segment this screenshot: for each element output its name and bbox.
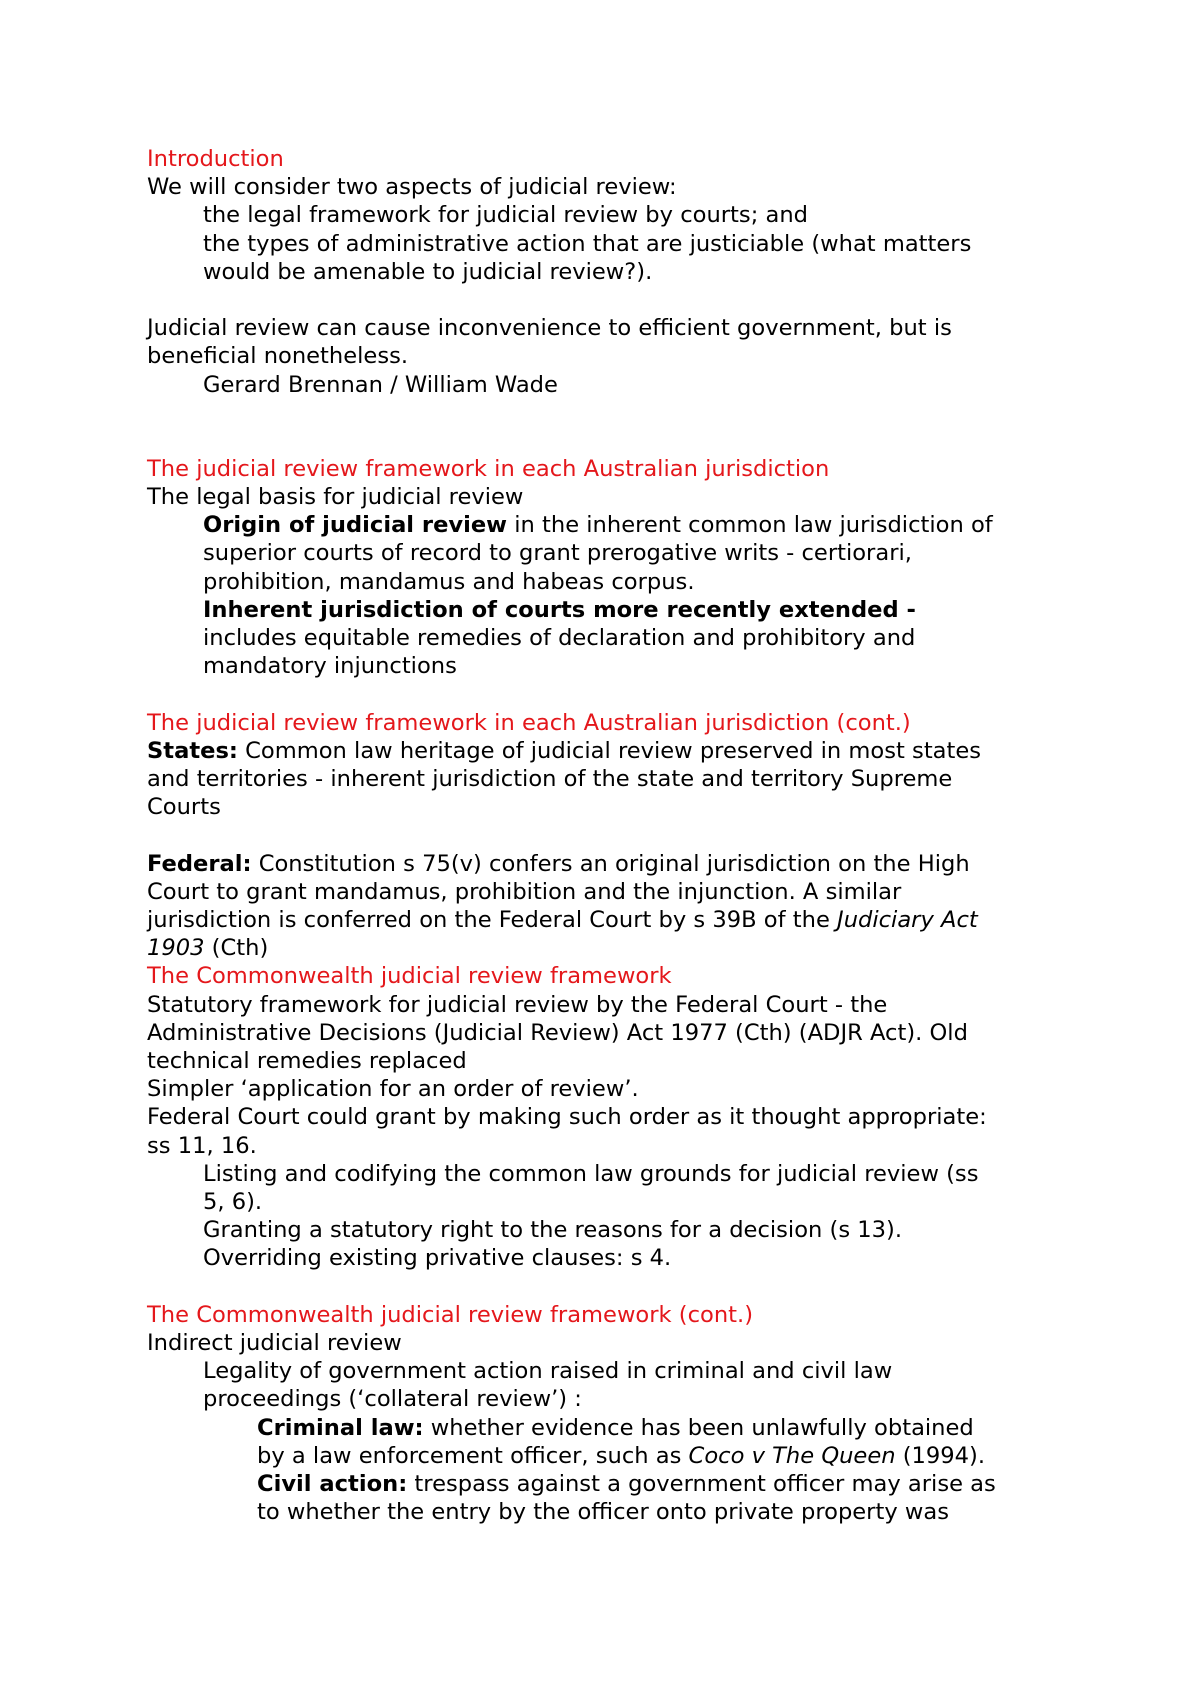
- collateral-line: Legality of government action raised in criminal and civil law: [203, 1358, 893, 1385]
- states-line: [147, 737, 1067, 765]
- framework-cont-heading: The judicial review framework in each Australian jurisdiction (cont.): [147, 709, 911, 736]
- cth-cont-heading: The Commonwealth judicial review framework (cont.): [147, 1301, 754, 1328]
- intro-authors: Gerard Brennan / William Wade: [203, 371, 558, 398]
- cth-line: Statutory framework for judicial review by the Federal Court - the: [147, 991, 888, 1018]
- federal-text: Constitution s 75(v) confers an original jurisdiction on the High: [251, 850, 970, 877]
- act-year: 1903: [147, 935, 205, 962]
- criminal-text: (1994).: [895, 1442, 986, 1469]
- spacer: [147, 1273, 1067, 1301]
- inherent-line: [147, 596, 1067, 624]
- intro-paragraph: beneficial nonetheless.: [147, 343, 409, 370]
- spacer: [147, 821, 1067, 849]
- spacer: [147, 399, 1067, 455]
- federal-line: Court to grant mandamus, prohibition and the injunction. A similar: [147, 878, 902, 905]
- states-text: Common law heritage of judicial review preserved in most states: [237, 737, 982, 764]
- origin-line: prohibition, mandamus and habeas corpus.: [203, 568, 695, 595]
- origin-bold: Origin of judicial review: [203, 512, 508, 539]
- intro-paragraph: Judicial review can cause inconvenience to efficient government, but is: [147, 315, 952, 342]
- federal-line: [147, 850, 1067, 878]
- federal-text: jurisdiction is conferred on the Federal Court by s 39B of the: [147, 907, 838, 934]
- criminal-text: whether evidence has been unlawfully obtained: [423, 1414, 974, 1441]
- origin-text: in the inherent common law jurisdiction of: [507, 512, 993, 539]
- cth-heading: The Commonwealth judicial review framework: [147, 963, 672, 990]
- intro-lead: We will consider two aspects of judicial review:: [147, 174, 677, 201]
- criminal-line: [147, 1442, 1067, 1470]
- civil-line: to whether the entry by the officer onto private property was: [257, 1499, 949, 1526]
- federal-line: [147, 906, 1067, 934]
- document-page: [147, 145, 1067, 1526]
- intro-heading: Introduction: [147, 146, 284, 172]
- cth-item: Listing and codifying the common law grounds for judicial review (ss: [203, 1160, 979, 1187]
- criminal-bold: Criminal law:: [257, 1414, 424, 1441]
- cth-cont-lead: Indirect judicial review: [147, 1330, 402, 1357]
- inherent-dash: -: [898, 596, 916, 623]
- inherent-bold: Inherent jurisdiction of courts more recently extended: [203, 596, 899, 623]
- civil-line: [147, 1470, 1067, 1498]
- cth-item: Overriding existing privative clauses: s 4.: [203, 1245, 672, 1272]
- spacer: [147, 286, 1067, 314]
- cth-line: Simpler ‘application for an order of review’.: [147, 1076, 639, 1103]
- case-name: Coco v The Queen: [688, 1442, 896, 1469]
- collateral-line: proceedings (‘collateral review’) :: [203, 1386, 582, 1413]
- cth-line: technical remedies replaced: [147, 1048, 467, 1075]
- framework-lead: The legal basis for judicial review: [147, 484, 524, 511]
- states-bold: States:: [147, 737, 238, 764]
- cth-line: Administrative Decisions (Judicial Review) Act 1977 (Cth) (ADJR Act). Old: [147, 1019, 968, 1046]
- intro-item: the types of administrative action that are justiciable (what matters: [203, 230, 972, 257]
- intro-item: would be amenable to judicial review?).: [203, 258, 653, 285]
- criminal-text: by a law enforcement officer, such as: [257, 1442, 689, 1469]
- act-title: Judiciary Act: [837, 907, 978, 934]
- federal-text: (Cth): [204, 935, 269, 962]
- civil-bold: Civil action:: [257, 1471, 408, 1498]
- framework-heading: The judicial review framework in each Australian jurisdiction: [147, 455, 830, 482]
- origin-line: [147, 511, 1067, 539]
- inherent-line: mandatory injunctions: [203, 653, 457, 680]
- cth-item: 5, 6).: [203, 1189, 263, 1216]
- federal-bold: Federal:: [147, 850, 252, 877]
- states-line: and territories - inherent jurisdiction of the state and territory Supreme: [147, 766, 953, 793]
- criminal-line: [147, 1414, 1067, 1442]
- federal-line: [147, 934, 1067, 962]
- origin-line: superior courts of record to grant prerogative writs - certiorari,: [203, 540, 912, 567]
- states-line: Courts: [147, 794, 221, 821]
- cth-item: Granting a statutory right to the reasons for a decision (s 13).: [203, 1217, 903, 1244]
- intro-item: the legal framework for judicial review by courts; and: [203, 202, 808, 229]
- civil-text: trespass against a government officer may arise as: [407, 1471, 996, 1498]
- inherent-line: includes equitable remedies of declaration and prohibitory and: [203, 625, 916, 652]
- cth-line: ss 11, 16.: [147, 1132, 257, 1159]
- spacer: [147, 680, 1067, 708]
- cth-line: Federal Court could grant by making such order as it thought appropriate:: [147, 1104, 987, 1131]
